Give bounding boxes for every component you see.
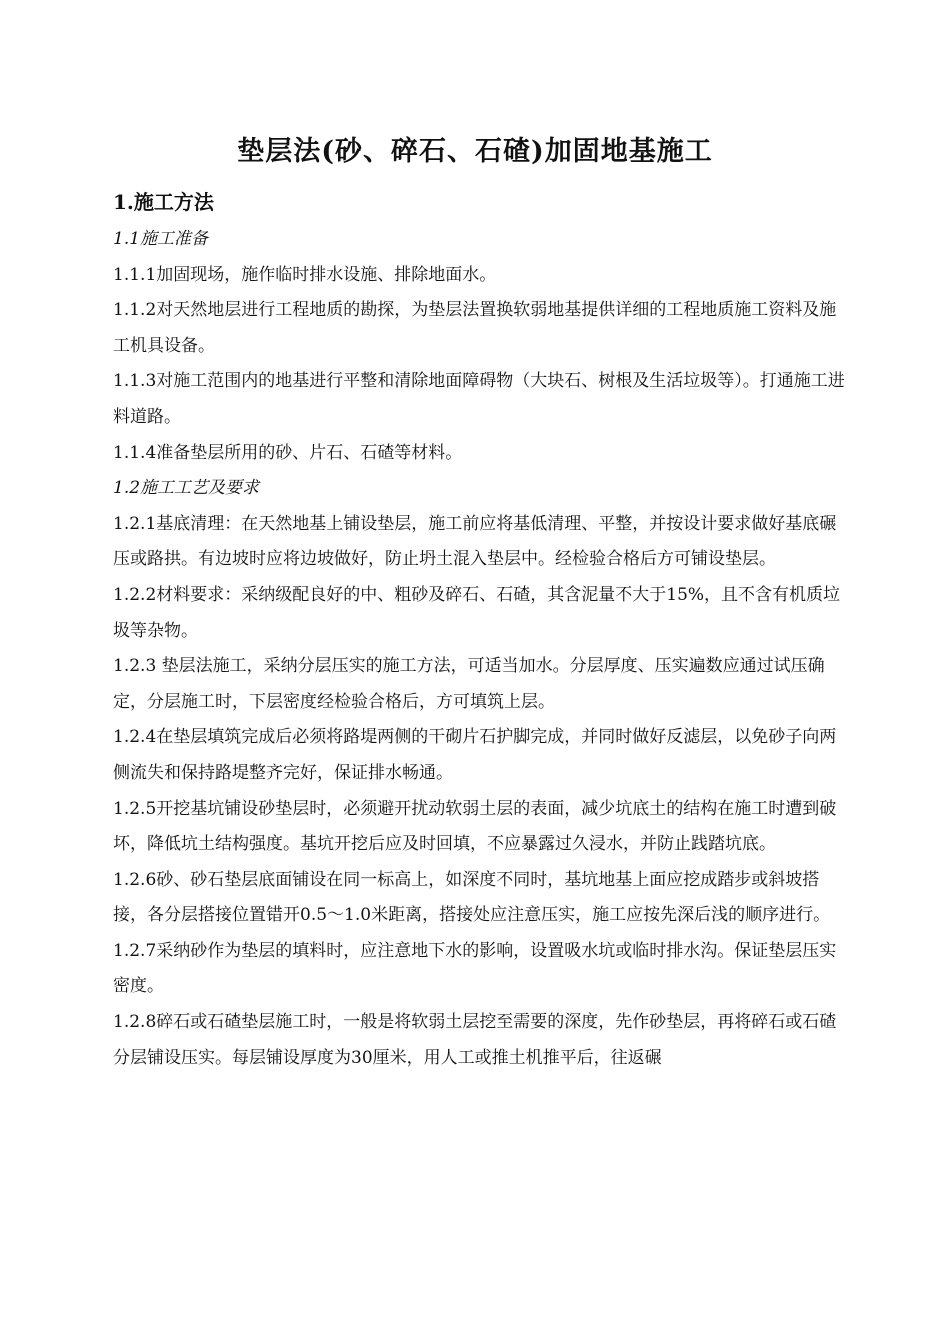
paragraph: 1.1.3对施工范围内的地基进行平整和清除地面障碍物（大块石、树根及生活垃圾等）。打通施工进料道路。 <box>113 371 845 427</box>
paragraph: 1.2.4在垫层填筑完成后必须将路堤两侧的干砌片石护脚完成，并同时做好反滤层，以免砂子向两侧流失和保持路堤整齐完好，保证排水畅通。 <box>113 727 837 783</box>
section-heading: 1.施工方法 <box>113 190 214 214</box>
paragraph: 1.2.2材料要求：采纳级配良好的中、粗砂及碎石、石碴，其含泥量不大于15%，且不含有机质垃圾等杂物。 <box>113 584 841 641</box>
paragraph: 1.1.1加固现场，施作临时排水设施、排除地面水。 <box>113 264 497 285</box>
paragraph: 1.2.1基底清理：在天然地基上铺设垫层，施工前应将基低清理、平整，并按设计要求做好基底碾压或路拱。有边坡时应将边坡做好，防止坍土混入垫层中。经检验合格后方可铺设垫层。 <box>113 513 837 570</box>
paragraph: 1.2.3 垫层法施工，采纳分层压实的施工方法，可适当加水。分层厚度、压实遍数应通过试压确定，分层施工时，下层密度经检验合格后，方可填筑上层。 <box>113 656 825 712</box>
paragraph: 1.1.4准备垫层所用的砂、片石、石碴等材料。 <box>113 442 463 463</box>
subsection-heading: 1.2施工工艺及要求 <box>113 478 260 499</box>
paragraph: 1.2.5开挖基坑铺设砂垫层时，必须避开扰动软弱土层的表面，减少坑底土的结构在施工时遭到破坏，降低坑土结构强度。基坑开挖后应及时回填，不应暴露过久浸水，并防止践踏坑底。 <box>113 798 837 855</box>
document-body <box>113 222 848 1076</box>
paragraph: 1.1.2对天然地层进行工程地质的勘探，为垫层法置换软弱地基提供详细的工程地质施工资料及施工机具设备。 <box>113 300 837 356</box>
document-title: 垫层法(砂、碎石、石碴)加固地基施工 <box>237 136 713 167</box>
paragraph: 1.2.8碎石或石碴垫层施工时，一般是将软弱土层挖至需要的深度，先作砂垫层，再将碎石或石碴分层铺设压实。每层铺设厚度为30厘米，用人工或推土机推平后，往返碾 <box>113 1012 837 1068</box>
paragraph: 1.2.7采纳砂作为垫层的填料时，应注意地下水的影响，设置吸水坑或临时排水沟。保证垫层压实密度。 <box>113 940 837 997</box>
paragraph: 1.2.6砂、砂石垫层底面铺设在同一标高上，如深度不同时，基坑地基上面应挖成踏步或斜坡搭接，各分层搭接位置错开0.5～1.0米距离，搭接处应注意压实，施工应按先深后浅的顺序进行。 <box>113 869 831 926</box>
subsection-heading: 1.1施工准备 <box>113 229 209 249</box>
